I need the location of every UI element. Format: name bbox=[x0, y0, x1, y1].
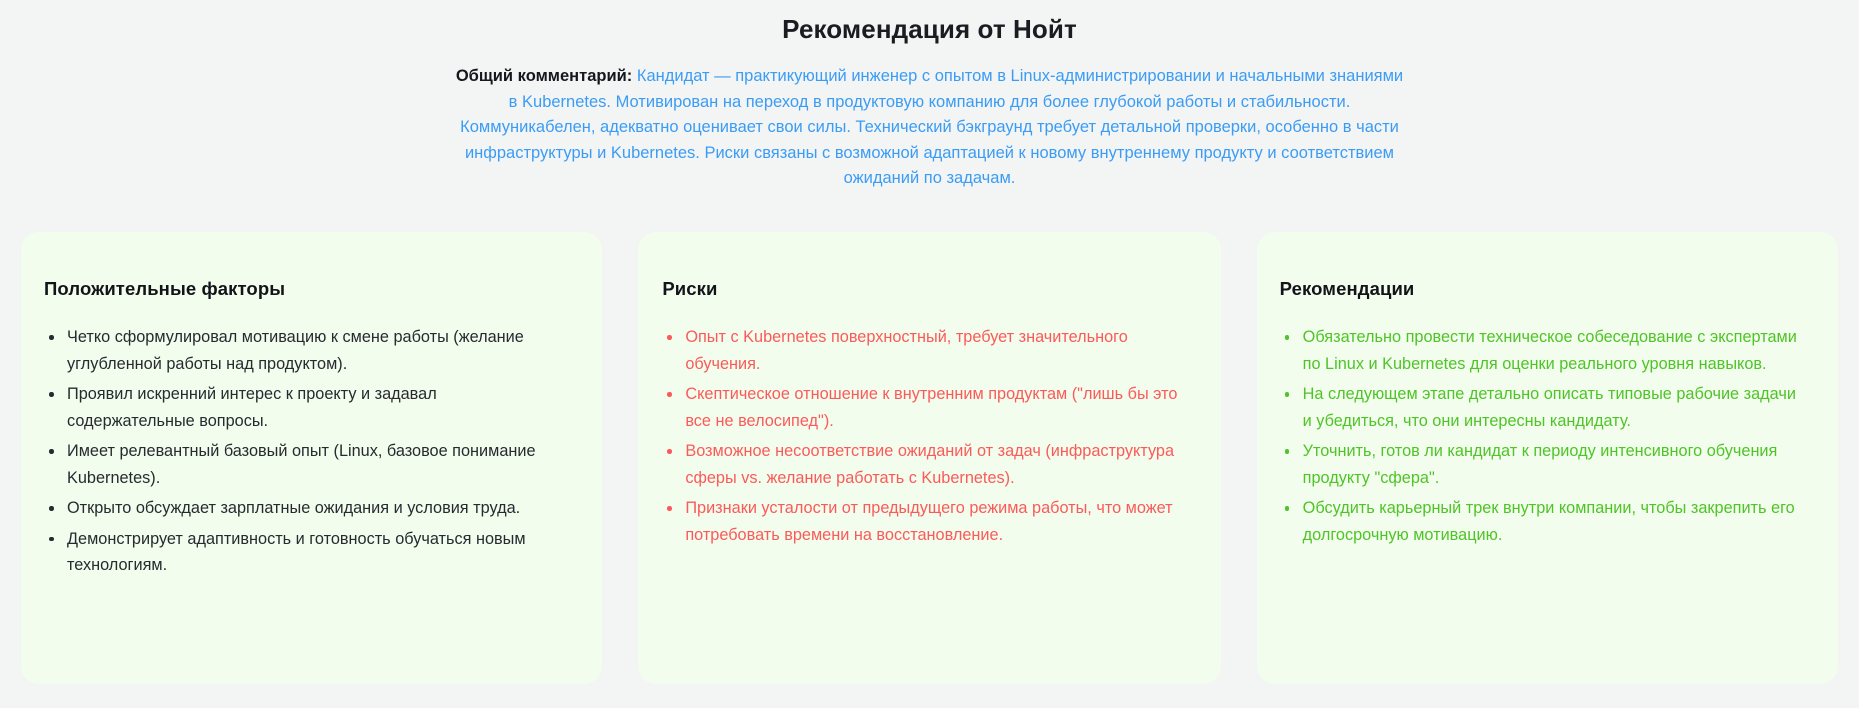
list-item: Признаки усталости от предыдущего режима работы, что может потребовать времени на восстановление. bbox=[662, 495, 1186, 548]
list-item: Уточнить, готов ли кандидат к периоду интенсивного обучения продукту "сфера". bbox=[1280, 438, 1804, 491]
list-item: Четко сформулировал мотивацию к смене работы (желание углубленной работы над продуктом). bbox=[44, 324, 568, 377]
cards-row bbox=[21, 232, 1838, 684]
general-comment-label: Общий комментарий: bbox=[455, 67, 633, 85]
page-title: Рекомендация от Нойт bbox=[782, 14, 1077, 44]
general-comment-text: Кандидат — практикующий инженер с опытом в Linux-администрировании и начальными знаниями в Kubernetes. Мотивирован на переход в продуктовую компанию для более глубокой работы и стабильности. Коммуникабелен, адекватно оценивает свои силы. Технический бэкграунд требует детальной проверки, особенно в части инфраструктуры и Kubernetes. Риски связаны с возможной адаптацией к новому внутреннему продукту и соответствием ожиданий по задачам. bbox=[460, 67, 1404, 187]
card-positive-factors bbox=[21, 232, 602, 684]
list-item: Обязательно провести техническое собеседование с экспертами по Linux и Kubernetes для оценки реального уровня навыков. bbox=[1280, 324, 1804, 377]
list-item: Открыто обсуждает зарплатные ожидания и условия труда. bbox=[44, 495, 568, 522]
general-comment-paragraph bbox=[450, 64, 1410, 192]
card-risks-title: Риски bbox=[662, 278, 718, 299]
list-item: Проявил искренний интерес к проекту и задавал содержательные вопросы. bbox=[44, 381, 568, 434]
list-item: Возможное несоответствие ожиданий от задач (инфраструктура сферы vs. желание работать с Kubernetes). bbox=[662, 438, 1186, 491]
list-item: Имеет релевантный базовый опыт (Linux, базовое понимание Kubernetes). bbox=[44, 438, 568, 491]
card-positive-factors-list bbox=[44, 324, 568, 579]
card-recommendations-title: Рекомендации bbox=[1279, 278, 1415, 299]
card-risks bbox=[638, 232, 1220, 684]
list-item: Опыт с Kubernetes поверхностный, требует значительного обучения. bbox=[662, 324, 1186, 377]
card-risks-list bbox=[662, 324, 1186, 548]
card-recommendations-list bbox=[1280, 324, 1804, 548]
list-item: Обсудить карьерный трек внутри компании, чтобы закрепить его долгосрочную мотивацию. bbox=[1280, 495, 1804, 548]
list-item: Демонстрирует адаптивность и готовность обучаться новым технологиям. bbox=[44, 526, 568, 579]
card-recommendations bbox=[1257, 232, 1838, 684]
card-positive-factors-title: Положительные факторы bbox=[44, 278, 286, 299]
list-item: Скептическое отношение к внутренним продуктам ("лишь бы это все не велосипед"). bbox=[662, 381, 1186, 434]
list-item: На следующем этапе детально описать типовые рабочие задачи и убедиться, что они интересны кандидату. bbox=[1280, 381, 1804, 434]
